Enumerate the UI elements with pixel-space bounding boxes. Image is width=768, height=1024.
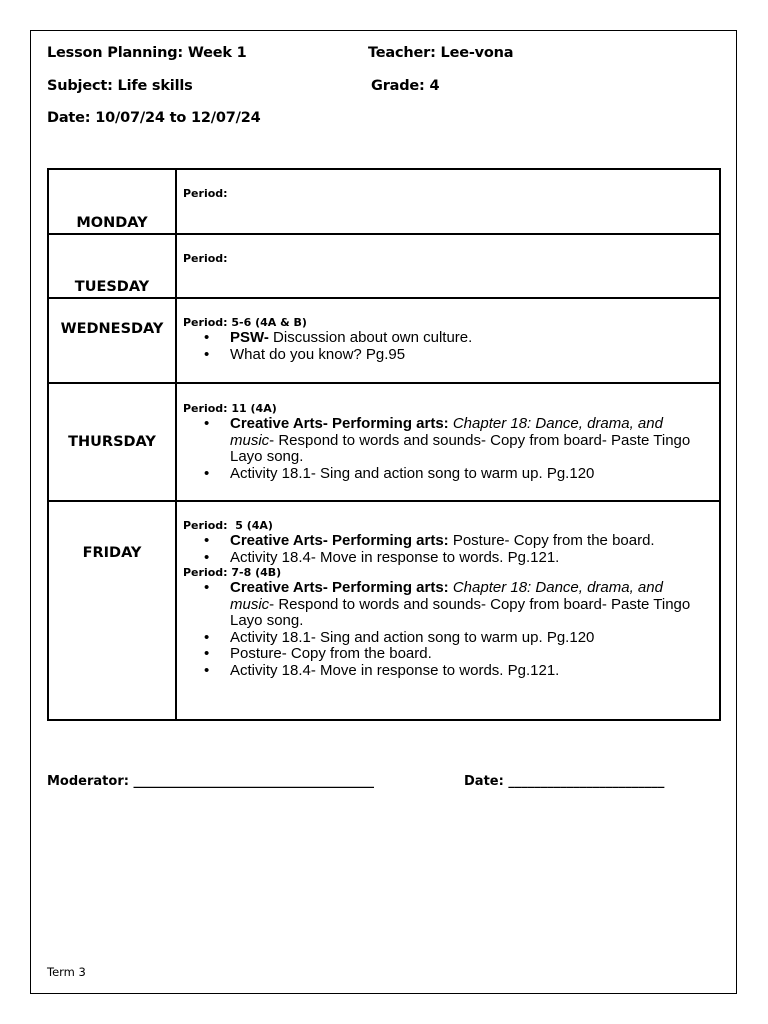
day-thursday: THURSDAY: [48, 383, 176, 501]
moderator-signature-line: Moderator: _____________________________________: [47, 774, 374, 789]
item-text: Activity 18.1- Sing and action song to warm up. Pg.120: [230, 628, 595, 646]
item-text: Activity 18.4- Move in response to words. Pg.121.: [230, 661, 560, 679]
day-tuesday: TUESDAY: [48, 234, 176, 298]
friday-content: [176, 501, 720, 720]
tuesday-period: Period:: [183, 252, 228, 265]
footer-term: Term 3: [47, 965, 86, 979]
list-item: [183, 466, 711, 483]
item-text: Posture- Copy from the board.: [230, 645, 432, 662]
monday-content: [176, 169, 720, 234]
wednesday-period: Period: 5-6 (4A & B): [183, 316, 307, 329]
item-text: Discussion about own culture.: [268, 329, 473, 346]
friday-period-b: Period: 7-8 (4B): [183, 566, 282, 579]
item-text: What do you know? Pg.95: [230, 345, 406, 363]
lesson-planning-title: Lesson Planning: Week 1: [47, 45, 247, 61]
tuesday-content: [176, 234, 720, 298]
list-item: [183, 533, 711, 550]
item-text: - Respond to words and sounds- Copy from board- Paste Tingo Layo song.: [230, 431, 691, 465]
thursday-period: Period: 11 (4A): [183, 402, 277, 415]
item-bold-text: Creative Arts- Performing arts:: [230, 415, 449, 432]
monday-period: Period:: [183, 187, 228, 200]
day-wednesday: WEDNESDAY: [48, 298, 176, 383]
subject-label: Subject: Life skills: [47, 78, 193, 94]
friday-list-a: [183, 533, 711, 566]
date-range-label: Date: 10/07/24 to 12/07/24: [47, 110, 261, 126]
list-item: [183, 330, 711, 347]
grade-label: Grade: 4: [371, 78, 440, 94]
list-item: [183, 416, 711, 466]
table-row-wednesday: [48, 298, 720, 383]
date-signature-line: Date: ________________________: [464, 774, 665, 789]
item-bold-text: Creative Arts- Performing arts:: [230, 579, 449, 596]
list-item: [183, 347, 711, 364]
friday-period-a: Period: 5 (4A): [183, 519, 273, 532]
teacher-label: Teacher: Lee-vona: [368, 45, 514, 61]
item-text: Activity 18.4- Move in response to words. Pg.121.: [230, 548, 560, 566]
day-monday: MONDAY: [48, 169, 176, 234]
thursday-list: [183, 416, 711, 482]
list-item: [183, 663, 711, 680]
list-item: [183, 580, 711, 630]
table-row-tuesday: [48, 234, 720, 298]
list-item: [183, 646, 711, 663]
table-row-monday: [48, 169, 720, 234]
item-text: - Respond to words and sounds- Copy from board- Paste Tingo Layo song.: [230, 595, 691, 629]
friday-list-b: [183, 580, 711, 679]
item-italic-text: Chapter 18: Dance, drama, and music: [230, 415, 663, 449]
table-row-thursday: [48, 383, 720, 501]
wednesday-list: [183, 330, 711, 363]
wednesday-content: [176, 298, 720, 383]
day-friday: FRIDAY: [48, 501, 176, 720]
list-item: [183, 550, 711, 567]
table-row-friday: [48, 501, 720, 720]
item-bold-text: PSW-: [230, 329, 269, 346]
item-italic-text: Chapter 18: Dance, drama, and music: [230, 579, 663, 613]
item-bold-text: Creative Arts- Performing arts:: [230, 532, 449, 549]
item-text: Activity 18.1- Sing and action song to warm up. Pg.120: [230, 464, 595, 482]
thursday-content: [176, 383, 720, 501]
lesson-plan-table: [47, 168, 721, 721]
item-text: Posture- Copy from the board.: [448, 532, 655, 549]
list-item: [183, 630, 711, 647]
